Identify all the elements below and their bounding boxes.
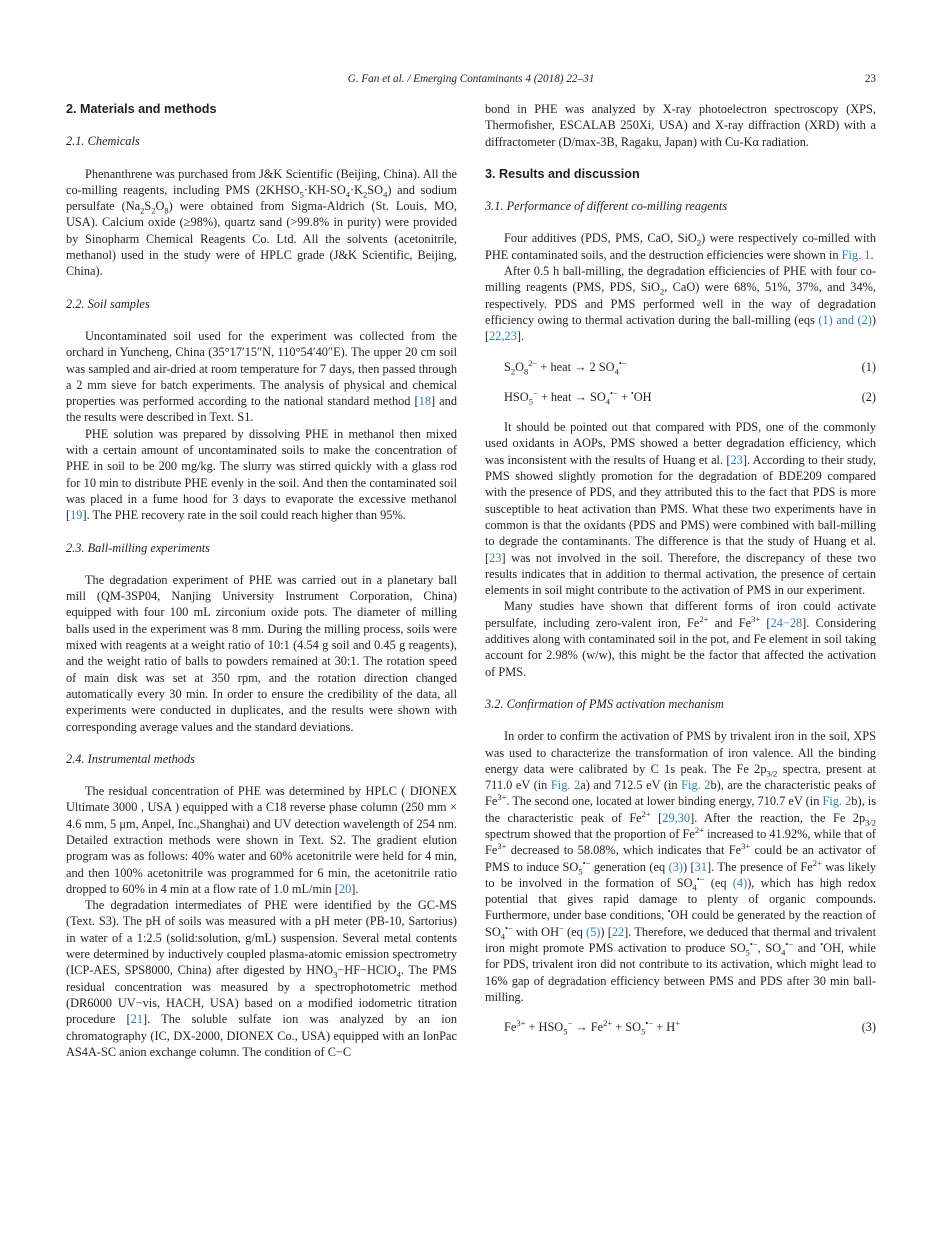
equation-link[interactable]: (1) and (2) (818, 312, 872, 327)
co-milling-paragraph-3: It should be pointed out that compared with PDS, one of the commonly used oxidants in AOPs, PMS showed a better degradation efficiency, which was inconsistent with the results of Huang et al. [23]. According to their study, PMS showed slightly promotion for the degradation of BDE209 compared with the presence of PDS, and they attributed this to the fact that PDS is more susceptible to heat activation than PMS. What these two experiments have in common is that the oxidants (PDS and PMS) were combined with ball-milling to degrade the contaminants. The difference is that the study of Huang et al. [23] was not involved in the soil. Therefore, the discrepancy of these two results indicates that in addition to thermal activation, the presence of certain elements in soil might contribute to the activation of PMS in our experiment. (485, 420, 876, 598)
soil-samples-paragraph-1: Uncontaminated soil used for the experiment was collected from the orchard in Yuncheng, China (35°17′15″N, 110°54′40″E). The upper 20 cm soil was sampled and air-dried at room temperature for 7 days, then passed through a 2 mm sieve for batch experiments. The analysis of physical and chemical properties was performed according to the national standard method [18] and the results were described in Text. S1. (66, 328, 457, 425)
equation-1 (485, 359, 876, 375)
figure-link[interactable]: Fig. 2 (822, 794, 852, 809)
figure-link[interactable]: Fig. 2 (681, 778, 711, 793)
equation-3-number: (3) (861, 1020, 876, 1035)
section-2-2-heading: 2.2. Soil samples (66, 296, 150, 311)
equation-link[interactable]: (5) (585, 924, 601, 939)
section-2-4-heading: 2.4. Instrumental methods (66, 751, 195, 766)
figure-link[interactable]: Fig. 1 (841, 247, 871, 262)
co-milling-paragraph-1: Four additives (PDS, PMS, CaO, SiO$_2$) were respectively co-milled with PHE contaminated soils, and the destruction efficiencies were shown in Fig. 1. (485, 231, 876, 262)
section-2-3-heading: 2.3. Ball-milling experiments (66, 540, 210, 555)
equation-3-formula: $Fe^{3+} + HSO_5^- \to Fe^{2+} + SO_5^{•-} + H^+$ (504, 1018, 680, 1037)
instrumental-paragraph-2: The degradation intermediates of PHE were identified by the GC-MS (Text. S3). The pH of soils was measured with a pH meter (PB-10, Sartorius) in water of a 1:2.5 (solid:solution, g/mL) suspension. Several metal contents were determined by inductively coupled plasma-atomic emission spectrometry (ICP-AES, SPS8000, China) after digested by $HNO_3-HF-HClO_4$. The PMS residual concentration was measured by a spectrophotometric method (DR6000 UV−vis, HACH, USA) based on a modified iodometric titration procedure [21]. The soluble sulfate ion was analyzed by an ion chromatography (IC, DX-2000, DIONEX Co., USA) equipped with an IonPac AS4A-SC anion exchange column. The condition of C−C (66, 898, 457, 1059)
co-milling-paragraph-4: Many studies have shown that different forms of iron could activate persulfate, including zero-valent iron, $Fe^{2+}$ and $Fe^{3+}$ [24−28]. Considering additives along with contaminated soil in the pot, and Fe element in soil taking account for 2.98% (w/w), this might be the factor that affected the activation of PMS. (485, 599, 876, 679)
citation-link[interactable]: 22,23 (489, 329, 517, 344)
journal-citation: G. Fan et al. / Emerging Contaminants 4 (2018) 22–31 (347, 73, 595, 85)
section-3-2-heading: 3.2. Confirmation of PMS activation mechanism (485, 696, 724, 711)
right-column (485, 101, 876, 1036)
xps-continuation-paragraph: bond in PHE was analyzed by X-ray photoelectron spectroscopy (XPS, Thermofisher, ESCALAB 250Xi, USA) and X-ray diffraction (XRD) with a diffractometer (D/max-3B, Ragaku, Japan) with Cu-Kα radiation. (485, 102, 876, 149)
citation-link[interactable]: 20 (338, 881, 352, 896)
equation-2 (485, 389, 876, 405)
instrumental-paragraph-1: The residual concentration of PHE was determined by HPLC ( DIONEX Ultimate 3000 , USA ) equipped with a C18 reverse phase column (250 mm × 4.6 mm, 5 μm, Anpel, Inc.,Shanghai) and UV detection wavelength of 254 nm. Detailed extraction methods were shown in Text. S2. The gradient elution program was as follows: 40% water and 60% acetonitrile were held for 4 min, and then 100% acetonitrile was programmed for 6 min, the acetonitrile ratio dropped to 60% in 4 min at a flow rate of 1.0 mL/min [20]. (66, 784, 457, 896)
equation-2-number: (2) (861, 389, 876, 404)
figure-link[interactable]: Fig. 2 (550, 778, 581, 793)
equation-1-formula: $S_2O_8^{2-}$ + heat → 2 $SO_4^{•-}$ (504, 357, 627, 377)
section-2-1-heading: 2.1. Chemicals (66, 134, 140, 149)
citation-link[interactable]: 24−28 (770, 615, 803, 630)
citation-link[interactable]: 23 (489, 550, 502, 565)
pms-activation-paragraph: In order to confirm the activation of PMS by trivalent iron in the soil, XPS was used to characterize the transformation of iron valence. All the binding energy data were calibrated by C 1s peak. The Fe $2p_{3/2}$ spectra, present at 711.0 eV (in Fig. 2a) and 712.5 eV (in Fig. 2b), are the characteristic peaks of $Fe^{3+}$. The second one, located at lower binding energy, 710.7 eV (in Fig. 2b), is the characteristic peak of $Fe^{2+}$ [29,30]. After the reaction, the Fe $2p_{3/2}$ spectrum showed that the proportion of $Fe^{2+}$ increased to 41.92%, while that of $Fe^{3+}$ decreased to 58.08%, which indicates that $Fe^{3+}$ could be an activator of PMS to induce $SO_5^{•-}$ generation (eq (3)) [31]. The presence of $Fe^{2+}$ was likely to be involved in the formation of $SO_4^{•-}$ (eq (4)), which has high redox potential that gives rapid damage to plenty of organic compounds. Furthermore, under base conditions, •OH could be generated by the reaction of $SO_4^{•-}$ with OH− (eq (5)) [22]. Therefore, we deduced that thermal and trivalent iron might promote PMS activation to produce $SO_5^{•-}$, $SO_4^{•-}$ and •OH, while for PDS, trivalent iron did not contribute to its activation, which might lead to 16% gap of degradation efficiency between PMS and PDS after 30 min ball-milling. (485, 729, 877, 1004)
equation-1-number: (1) (861, 359, 876, 374)
left-column (66, 101, 457, 1060)
soil-samples-paragraph-2: PHE solution was prepared by dissolving PHE in methanol then mixed with a certain amount of uncontaminated soils to make the concentration of PHE in soil to be 200 mg/kg. The slurry was stirred quickly with a glass rod for 10 min to distribute PHE evenly in the soil. And then the contaminated soil was placed in a fume hood for 3 days to evaporate the excessive methanol [19]. The PHE recovery rate in the soil could reach higher than 95%. (66, 426, 457, 523)
section-3-heading: 3. Results and discussion (485, 166, 640, 181)
section-3-1-heading: 3.1. Performance of different co-milling reagents (485, 199, 728, 214)
citation-link[interactable]: 22 (611, 924, 625, 939)
citation-link[interactable]: 18 (418, 394, 431, 409)
citation-link[interactable]: 29,30 (662, 810, 691, 825)
equation-3 (485, 1019, 876, 1035)
citation-link[interactable]: 19 (70, 508, 83, 523)
section-2-heading: 2. Materials and methods (66, 102, 217, 116)
chemicals-paragraph: Phenanthrene was purchased from J&K Scientific (Beijing, China). All the co-milling reagents, including PMS $(2KHSO_5\cdot KH-SO_4\cdot K_2SO_4)$ and sodium persulfate $(Na_2S_2O_8)$ were obtained from Sigma-Aldrich (St. Louis, MO, USA). Calcium oxide (≥98%), quartz sand (>99.8% in purity) were provided by Sinopharm Chemical Reagents Co. Ltd. All the solvents (acetonitrile, methanol) used in the study were of HPLC grade (J&K Scientific, Beijing, China). (66, 166, 457, 279)
page-number: 23 (864, 73, 876, 85)
citation-link[interactable]: 31 (694, 859, 707, 874)
citation-link[interactable]: 21 (130, 1012, 143, 1027)
equation-2-formula: $HSO_5^-$ + heat → $SO_4^{•-} + ^•OH$ (504, 387, 652, 407)
ball-milling-paragraph: The degradation experiment of PHE was carried out in a planetary ball mill (QM-3SP04, Nanjing University Instrument Corporation, China) equipped with four 100 mL zirconium oxide pots. The diameter of milling balls used in the experiment was 8 mm. During the milling process, soils were mixed with reagents at a weight ratio of 10:1 (4.54 g soil and 0.45 g reagents), and the weight ratio of balls to powders remained at 30:1. The rotation speed of main disk was set at 350 rpm, and the rotation direction changed automatically every 30 min. In order to ensure the credibility of the data, all experiments were conducted in duplicates, and the results were shown with corresponding average values and the standard deviations. (66, 572, 457, 734)
equation-link[interactable]: (3) (668, 859, 683, 874)
running-header (66, 73, 876, 89)
co-milling-paragraph-2: After 0.5 h ball-milling, the degradation efficiencies of PHE with four co-milling reagents (PMS, PDS, SiO$_2$, CaO) were 68%, 51%, 37%, and 34%, respectively. PDS and PMS performed well in the way of degradation efficiency owing to thermal activation during the ball-milling (eqs (1) and (2)) [22,23]. (485, 264, 876, 344)
equation-link[interactable]: (4) (732, 875, 748, 890)
citation-link[interactable]: 23 (730, 452, 743, 467)
